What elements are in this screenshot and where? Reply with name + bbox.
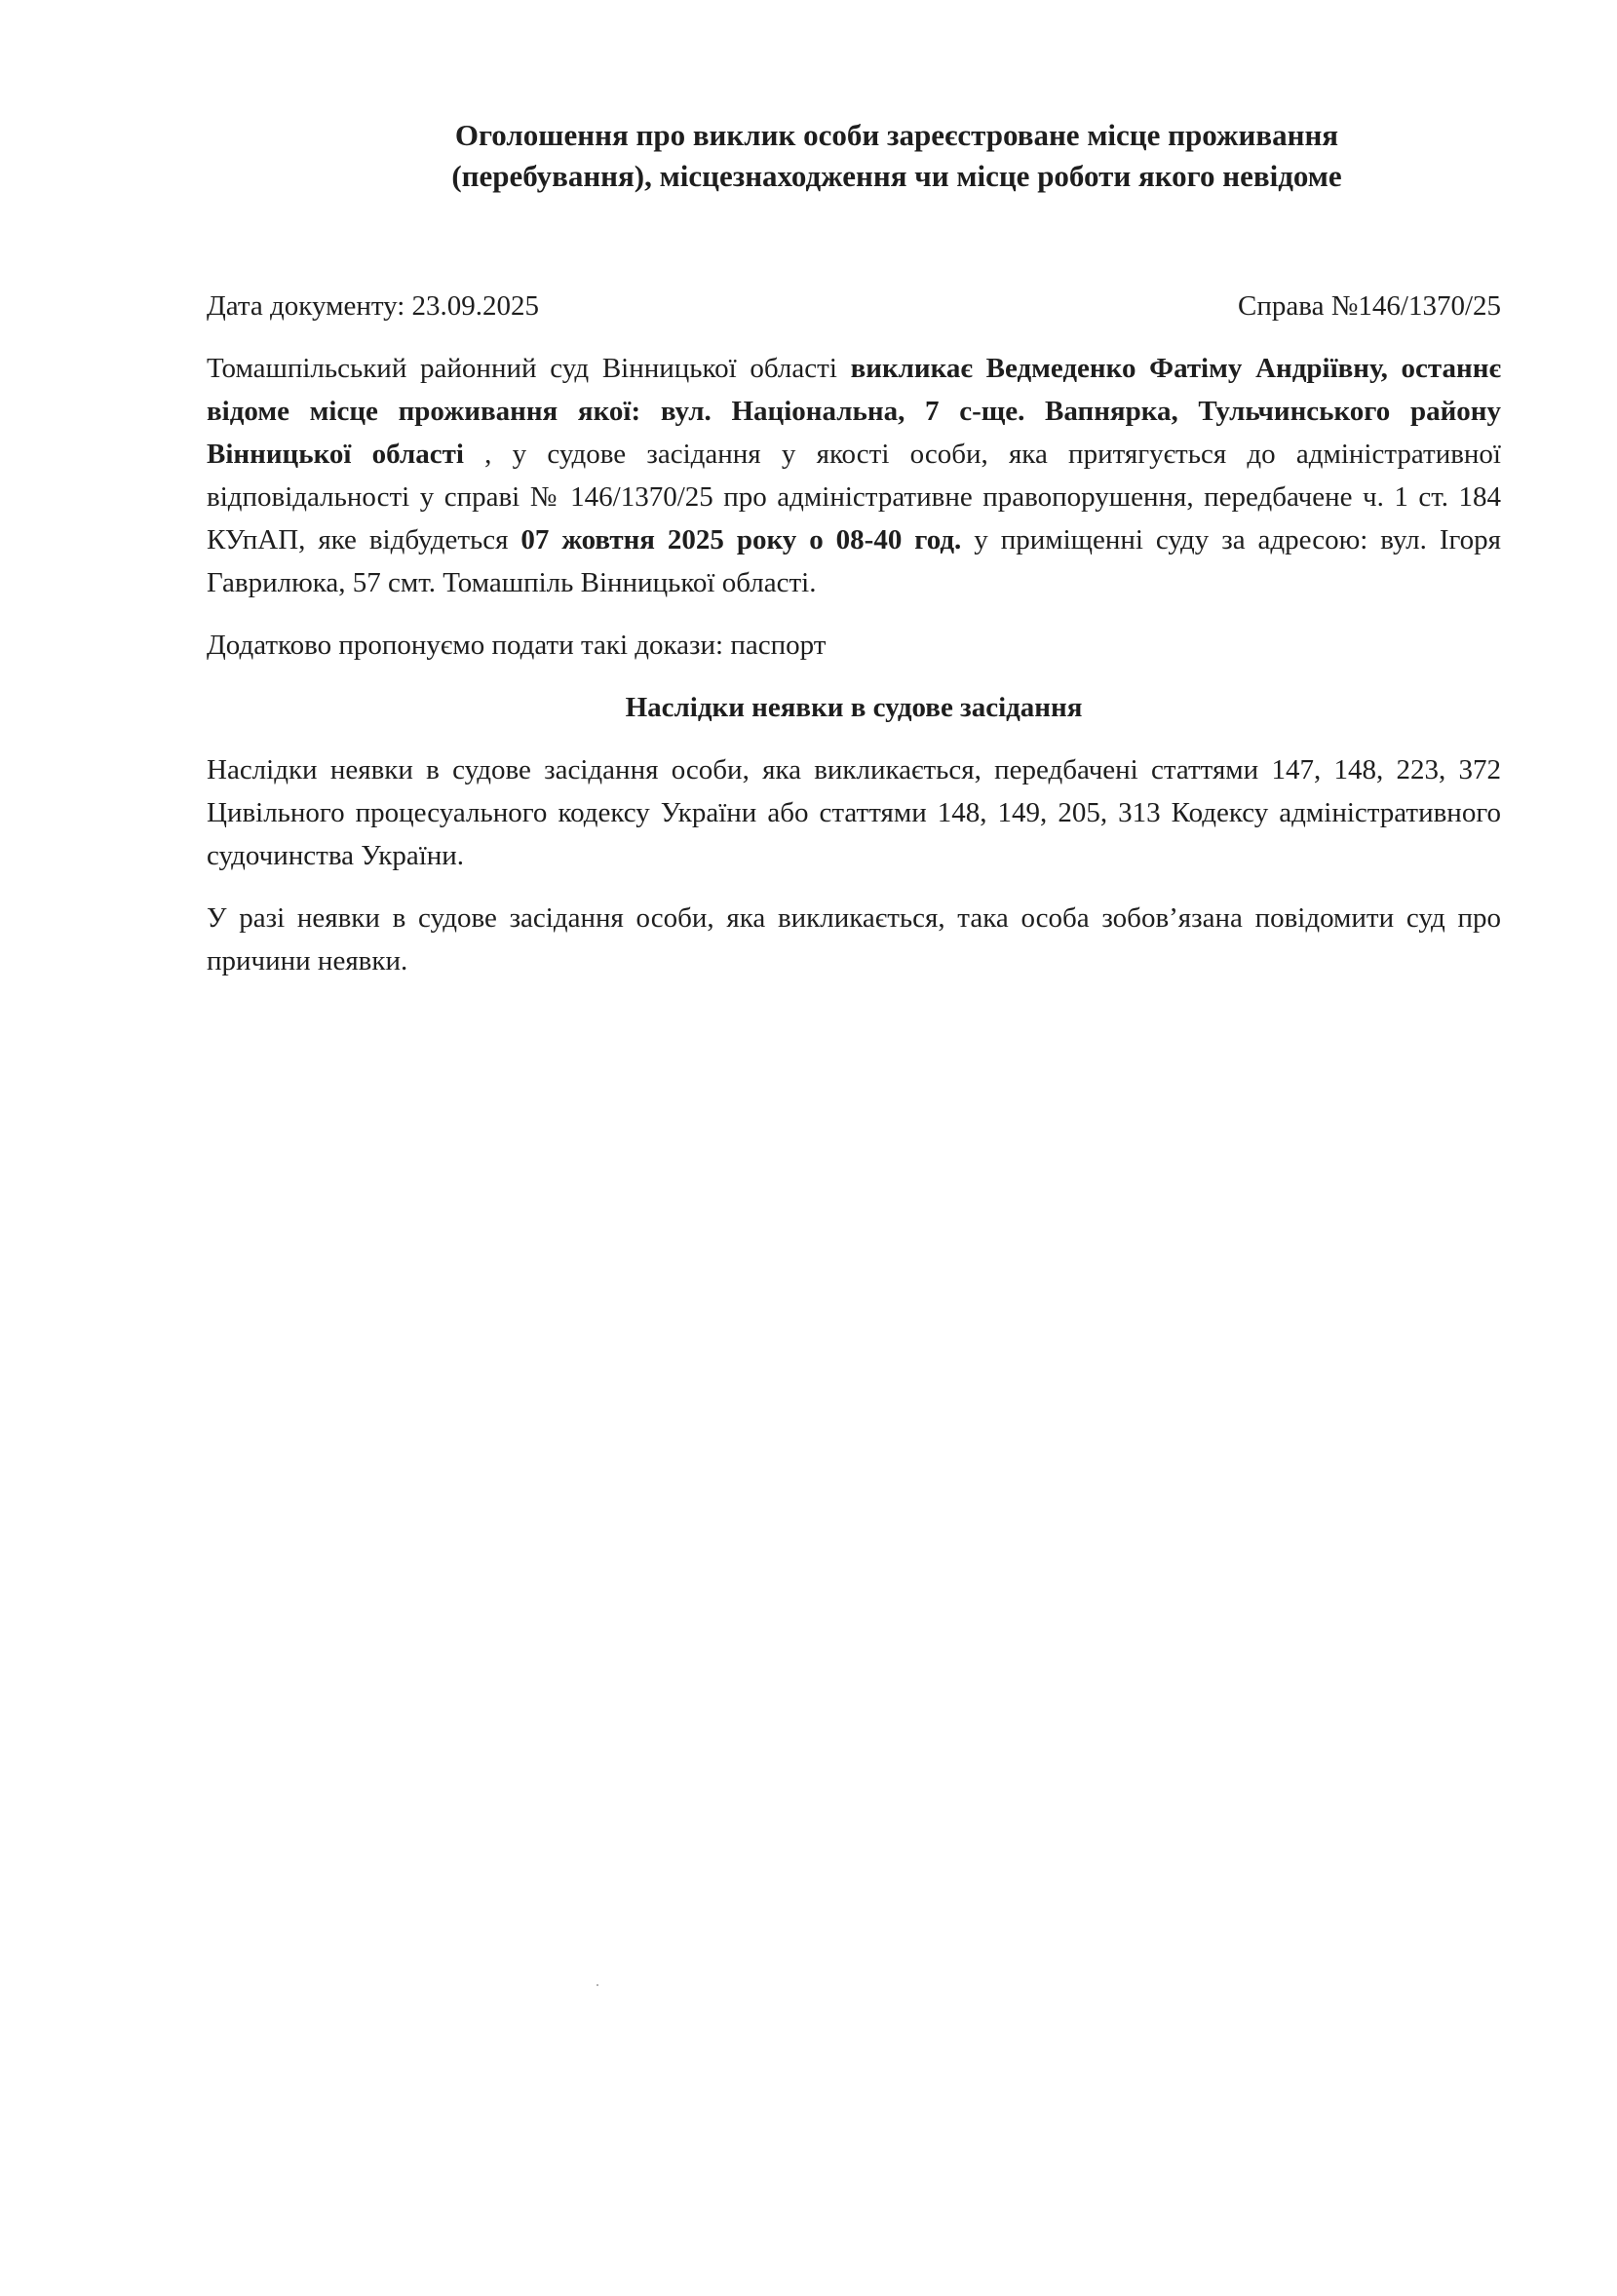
summons-person-address: викликає Ведмеденко Фатіму Андріївну, останнє відоме місце проживання якої: вул. Національна, 7 с-ще. Вапнярка, Тульчинського району Вінницької області	[207, 353, 1501, 470]
summons-purpose: , у судове засідання у якості особи, яка притягується до адміністративної відповідальності у справі № 146/1370/25 про адміністративне правопорушення, передбачене ч. 1 ст. 184 КУпАП, яке відбудеться	[207, 439, 1501, 555]
consequences-paragraph: Наслідки неявки в судове засідання особи, яка викликається, передбачені статтями 147, 148, 223, 372 Цивільного процесуального кодексу України або статтями 148, 149, 205, 313 Кодексу адміністративного судочинства України.	[207, 754, 1501, 871]
summons-court: Томашпільський районний суд Вінницької області	[207, 353, 851, 384]
summons-paragraph	[207, 347, 1501, 604]
summons-court-address: у приміщенні суду за адресою: вул. Ігоря Гаврилюка, 57 смт. Томашпіль Вінницької області.	[207, 524, 1502, 598]
document-body	[207, 347, 1501, 1002]
page-title	[292, 115, 1501, 197]
case-number: Справа №146/1370/25	[1238, 290, 1501, 322]
title-line-2: (перебування), місцезнаходження чи місце роботи якого невідоме	[451, 159, 1342, 193]
document-date: Дата документу: 23.09.2025	[207, 290, 540, 322]
consequences-heading: Наслідки неявки в судове засідання	[625, 692, 1083, 723]
notice-paragraph: У разі неявки в судове засідання особи, яка викликається, така особа зобов’язана повідомити суд про причини неявки.	[207, 902, 1501, 976]
title-line-1: Оголошення про виклик особи зареєстроване місце проживання	[454, 118, 1339, 152]
summons-datetime: 07 жовтня 2025 року о 08-40 год.	[520, 524, 962, 555]
scan-speck	[597, 1984, 598, 1986]
evidence-paragraph: Додатково пропонуємо подати такі докази: паспорт	[207, 630, 827, 661]
